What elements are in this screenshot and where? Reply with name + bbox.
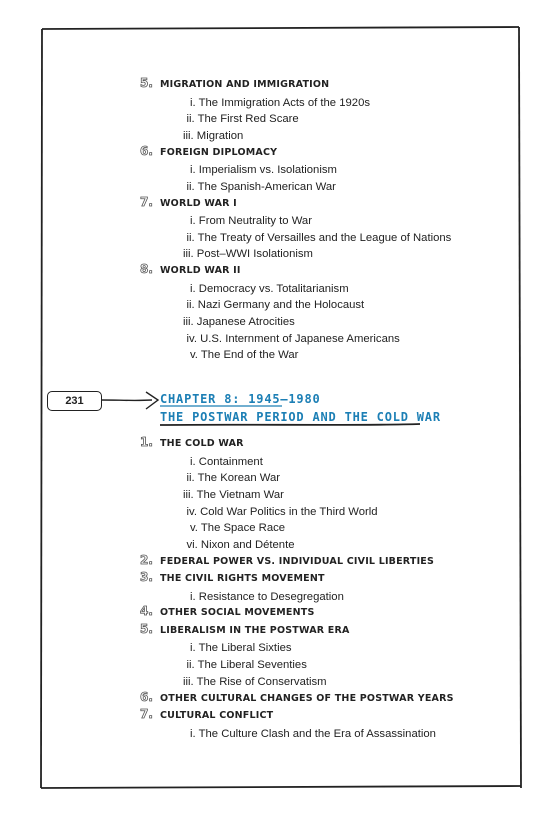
subsection-item[interactable]: iii. Japanese Atrocities bbox=[183, 316, 295, 328]
subsection-item[interactable]: iv. U.S. Internment of Japanese Americans bbox=[186, 332, 400, 345]
subsection-item[interactable]: i. Resistance to Desegregation bbox=[190, 590, 344, 603]
subsection-item[interactable]: i. Democracy vs. Totalitarianism bbox=[190, 282, 349, 295]
section-title[interactable]: FOREIGN DIPLOMACY bbox=[160, 146, 278, 158]
section-number: 2. bbox=[140, 552, 153, 567]
section-title[interactable]: WORLD WAR I bbox=[160, 197, 237, 209]
subsection-item[interactable]: ii. The First Red Scare bbox=[186, 113, 299, 126]
subsection-item[interactable]: i. Containment bbox=[190, 455, 263, 468]
section-number: 7. bbox=[140, 194, 153, 209]
chapter-heading[interactable]: CHAPTER 8: 1945–1980 bbox=[160, 392, 321, 406]
subsection-item[interactable]: v. The Space Race bbox=[190, 522, 286, 535]
section-title[interactable]: FEDERAL POWER VS. INDIVIDUAL CIVIL LIBERTIES bbox=[160, 555, 435, 567]
chapter-title[interactable]: THE POSTWAR PERIOD AND THE COLD WAR bbox=[160, 410, 441, 424]
subsection-item[interactable]: iii. Post–WWI Isolationism bbox=[183, 248, 313, 261]
subsection-item[interactable]: ii. The Treaty of Versailles and the League of Nations bbox=[186, 231, 452, 244]
section-number: 7. bbox=[140, 707, 153, 721]
section-number: 6. bbox=[140, 689, 153, 704]
chapter-underline-2 bbox=[160, 424, 420, 425]
section-title[interactable]: CULTURAL CONFLICT bbox=[160, 710, 274, 721]
subsection-item[interactable]: iii. The Vietnam War bbox=[183, 488, 284, 501]
page-reference-box: 231 bbox=[47, 391, 102, 411]
section-number: 5. bbox=[140, 76, 153, 90]
section-title[interactable]: WORLD WAR II bbox=[160, 265, 241, 277]
subsection-item[interactable]: iii. Migration bbox=[183, 129, 244, 142]
section-number: 5. bbox=[140, 621, 153, 636]
subsection-item[interactable]: ii. Nazi Germany and the Holocaust bbox=[186, 299, 365, 312]
section-title[interactable]: OTHER SOCIAL MOVEMENTS bbox=[160, 607, 315, 619]
section-number: 1. bbox=[140, 435, 153, 449]
subsection-item[interactable]: ii. The Spanish-American War bbox=[186, 180, 336, 193]
subsection-item[interactable]: i. From Neutrality to War bbox=[190, 215, 312, 227]
subsection-item[interactable]: i. The Immigration Acts of the 1920s bbox=[190, 96, 371, 109]
subsection-item[interactable]: i. Imperialism vs. Isolationism bbox=[190, 164, 337, 177]
section-number: 3. bbox=[140, 570, 153, 585]
subsection-item[interactable]: ii. The Liberal Seventies bbox=[186, 659, 307, 672]
subsection-item[interactable]: ii. The Korean War bbox=[186, 472, 281, 485]
section-title[interactable]: MIGRATION AND IMMIGRATION bbox=[160, 79, 330, 90]
section-number: 4. bbox=[140, 604, 153, 619]
subsection-item[interactable]: i. The Culture Clash and the Era of Assassination bbox=[190, 727, 436, 740]
subsection-item[interactable]: i. The Liberal Sixties bbox=[190, 642, 292, 655]
subsection-item[interactable]: v. The End of the War bbox=[190, 349, 299, 362]
section-title[interactable]: LIBERALISM IN THE POSTWAR ERA bbox=[160, 624, 350, 636]
section-title[interactable]: THE COLD WAR bbox=[160, 438, 244, 449]
subsection-item[interactable]: iii. The Rise of Conservatism bbox=[183, 675, 327, 688]
subsection-item[interactable]: vi. Nixon and Détente bbox=[186, 539, 295, 551]
subsection-item[interactable]: iv. Cold War Politics in the Third World bbox=[186, 505, 378, 518]
section-number: 6. bbox=[140, 143, 153, 158]
section-number: 8. bbox=[140, 262, 153, 277]
section-title[interactable]: THE CIVIL RIGHTS MOVEMENT bbox=[160, 573, 325, 585]
section-title[interactable]: OTHER CULTURAL CHANGES OF THE POSTWAR YEARS bbox=[160, 692, 454, 704]
